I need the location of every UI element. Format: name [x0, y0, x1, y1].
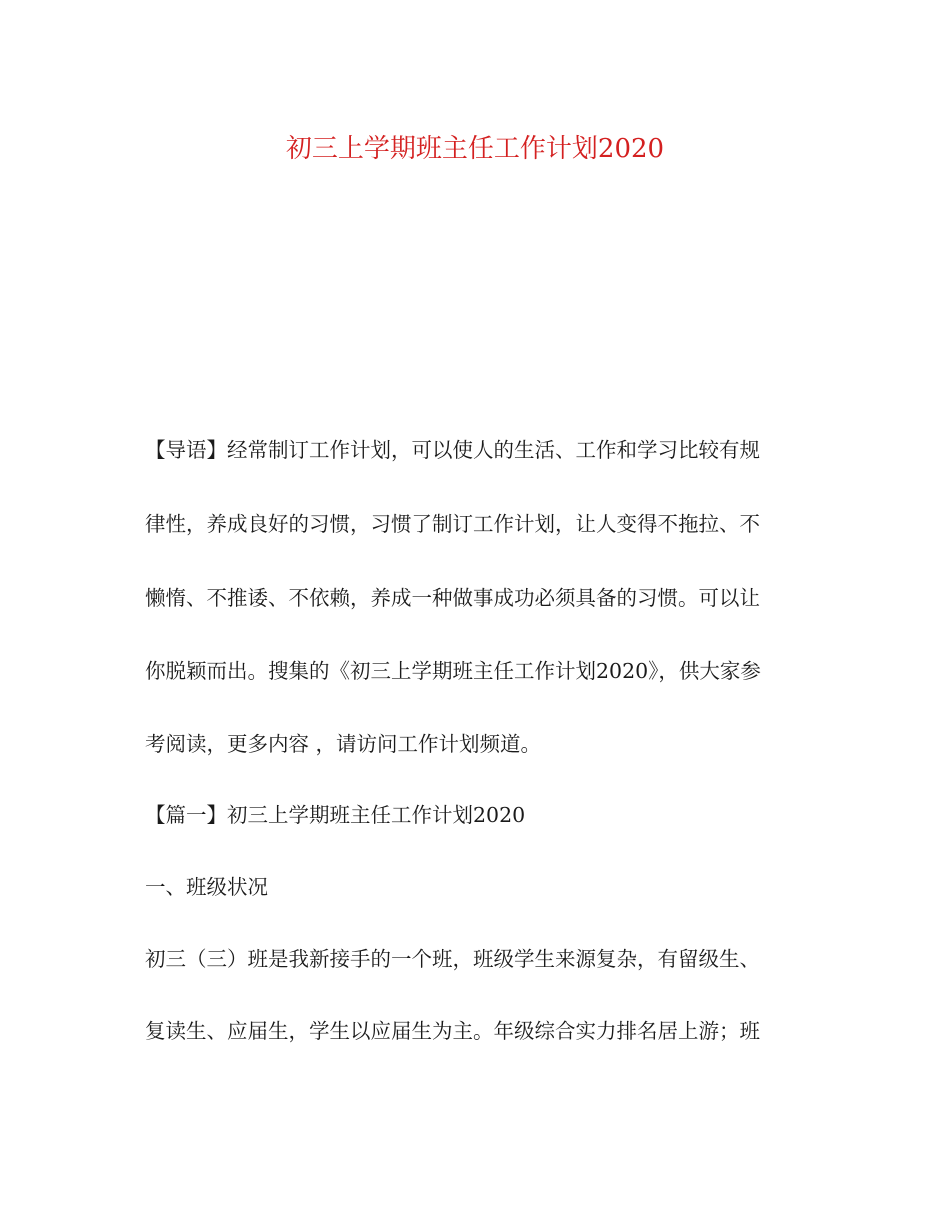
body-line-5: 考阅读，更多内容 ，请访问工作计划频道。	[145, 732, 542, 756]
body-line-9: 复读生、应届生，学生以应届生为主。年级综合实力排名居上游；班	[145, 1019, 760, 1043]
body-line-8: 初三（三）班是我新接手的一个班，班级学生来源复杂，有留级生、	[145, 947, 760, 971]
body-line-1: 【导语】经常制订工作计划，可以使人的生活、工作和学习比较有规	[145, 438, 760, 462]
document-title: 初三上学期班主任工作计划2020	[285, 134, 665, 164]
body-line-2: 律性，养成良好的习惯，习惯了制订工作计划，让人变得不拖拉、不	[145, 512, 760, 536]
section-heading: 【篇一】初三上学期班主任工作计划2020	[145, 803, 526, 827]
body-line-4: 你脱颖而出。搜集的《初三上学期班主任工作计划2020》，供大家参	[145, 659, 761, 683]
subsection-heading: 一、班级状况	[145, 875, 268, 899]
body-line-3: 懒惰、不推诿、不依赖，养成一种做事成功必须具备的习惯。可以让	[145, 586, 760, 610]
